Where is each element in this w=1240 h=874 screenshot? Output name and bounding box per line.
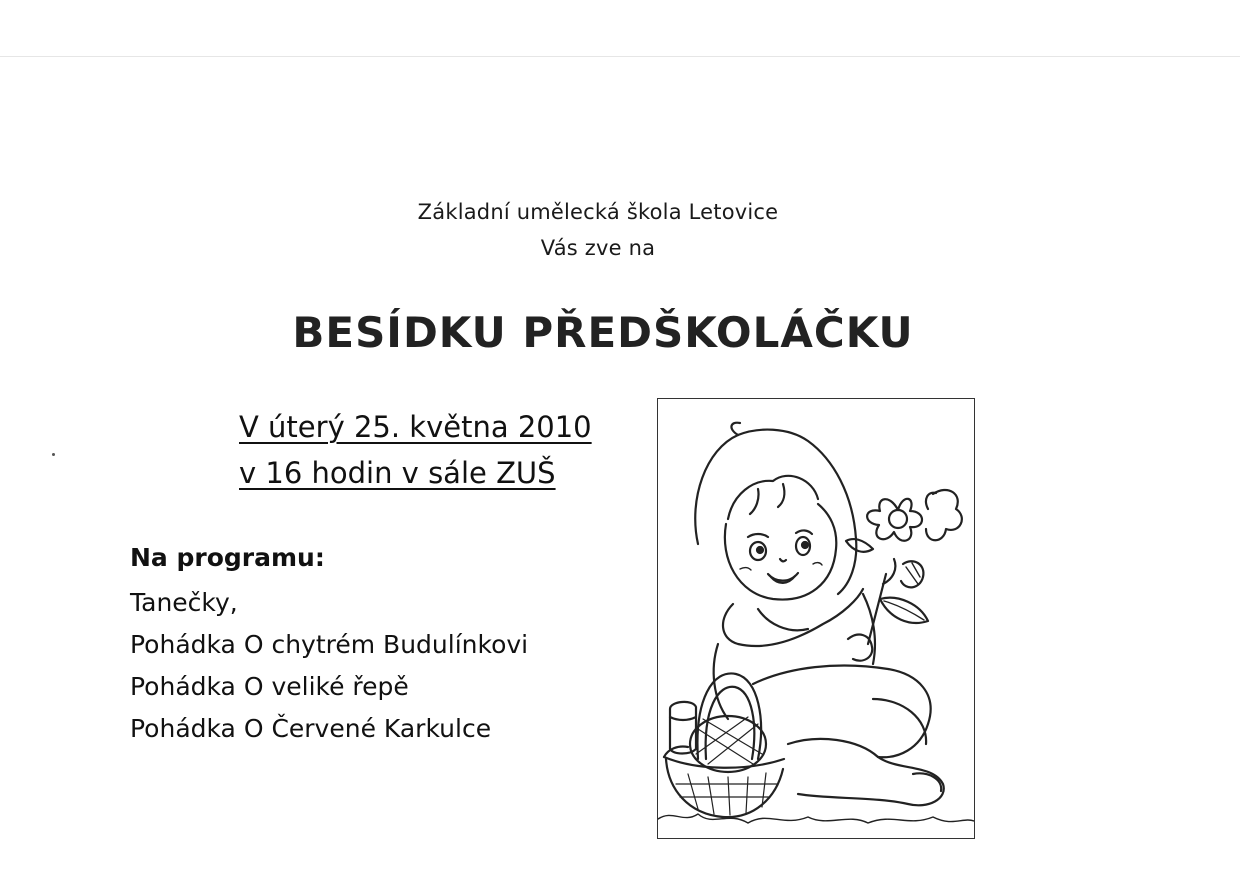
program-heading: Na programu:: [130, 543, 325, 572]
program-item: Tanečky,: [130, 588, 238, 617]
event-date: V úterý 25. května 2010: [239, 410, 592, 444]
program-item: Pohádka O Červené Karkulce: [130, 714, 492, 743]
program-list: [130, 585, 528, 753]
scan-edge-line: [0, 56, 1240, 57]
invite-text: Vás zve na: [540, 236, 656, 260]
program-item: Pohádka O chytrém Budulínkovi: [130, 630, 529, 659]
school-name: Základní umělecká škola Letovice: [417, 200, 779, 224]
program-item: Pohádka O veliké řepě: [130, 672, 409, 701]
page-title: BESÍDKU PŘEDŠKOLÁČKU: [292, 308, 914, 357]
little-red-riding-hood-illustration: [657, 398, 975, 839]
scan-speck: [52, 453, 55, 456]
event-time-place: v 16 hodin v sále ZUŠ: [239, 456, 556, 490]
